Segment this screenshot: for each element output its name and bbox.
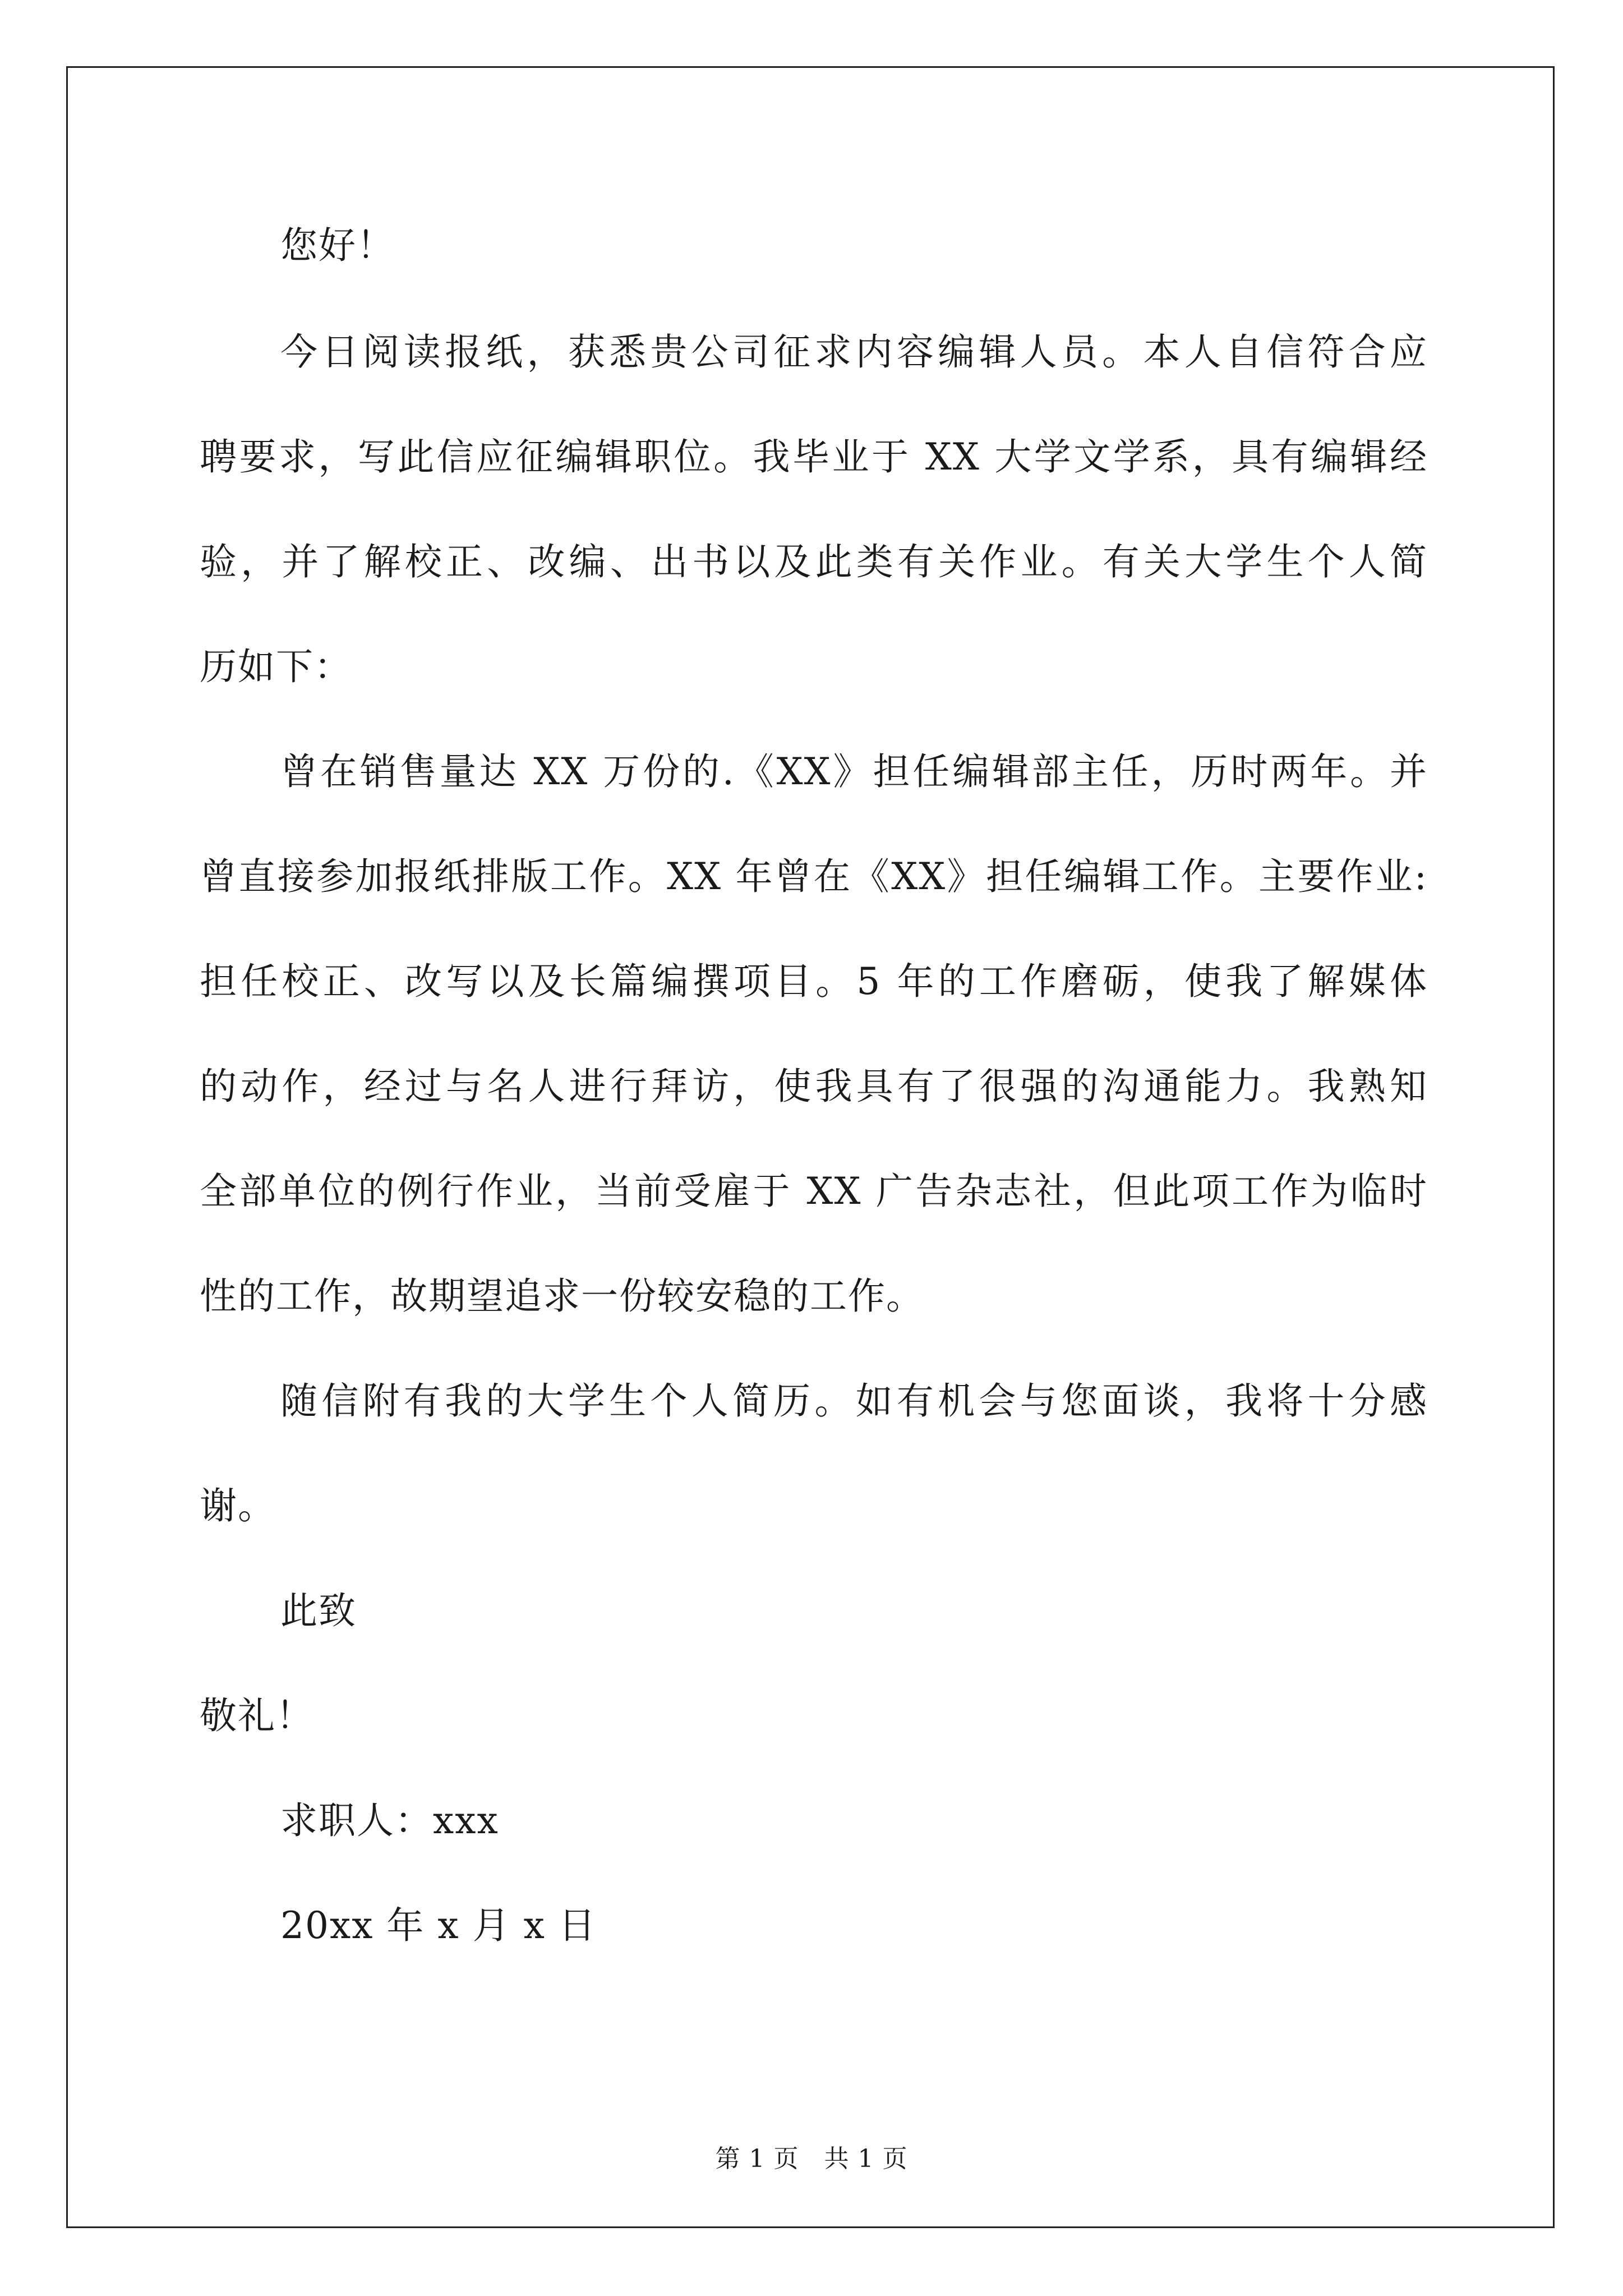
paragraph1-line4: 历如下： — [200, 645, 352, 688]
paragraph1-line2: 聘要求，写此信应征编辑职位。我毕业于 XX 大学文学系，具有编辑经 — [200, 435, 1428, 478]
paragraph2-line5: 全部单位的例行作业，当前受雇于 XX 广告杂志社，但此项工作为临时 — [200, 1170, 1428, 1213]
paragraph1-line1: 今日阅读报纸，获悉贵公司征求内容编辑人员。本人自信符合应 — [280, 330, 1428, 374]
paragraph2-line4: 的动作，经过与名人进行拜访，使我具有了很强的沟通能力。我熟知 — [200, 1065, 1428, 1108]
paragraph2-line3: 担任校正、改写以及长篇编撰项目。5 年的工作磨砺，使我了解媒体 — [200, 960, 1428, 1003]
page-footer: 第 1 页 共 1 页 — [715, 2145, 908, 2173]
greeting: 您好！ — [280, 224, 395, 267]
salute: 敬礼！ — [200, 1694, 314, 1737]
paragraph2-line2: 曾直接参加报纸排版工作。XX 年曾在《XX》担任编辑工作。主要作业: — [200, 855, 1428, 898]
paragraph1-line3: 验，并了解校正、改编、出书以及此类有关作业。有关大学生个人简 — [200, 540, 1428, 583]
signature: 求职人：xxx — [280, 1799, 499, 1842]
paragraph2-line1: 曾在销售量达 XX 万份的.《XX》担任编辑部主任，历时两年。并 — [280, 750, 1428, 793]
paragraph3-line2: 谢。 — [200, 1484, 276, 1527]
paragraph2-line6: 性的工作，故期望追求一份较安稳的工作。 — [200, 1274, 924, 1318]
closing: 此致 — [280, 1589, 357, 1632]
date: 20xx 年 x 月 x 日 — [280, 1904, 597, 1947]
paragraph3-line1: 随信附有我的大学生个人简历。如有机会与您面谈，我将十分感 — [280, 1379, 1428, 1423]
